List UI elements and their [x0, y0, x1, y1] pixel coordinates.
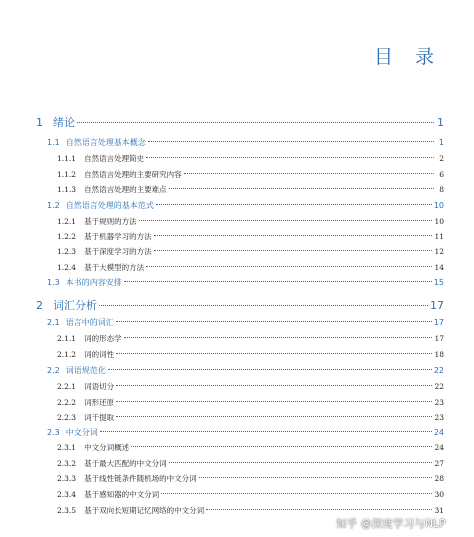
toc-entry-label [47, 200, 154, 211]
toc-entry-number: 2 [36, 299, 43, 312]
dot-leader [154, 235, 433, 236]
toc-entry-number: 1.3 [47, 278, 60, 287]
toc-entry-label [57, 412, 114, 423]
toc-entry-label [47, 317, 114, 328]
toc-entry-label [57, 458, 167, 469]
dot-leader [206, 509, 432, 510]
toc-entry-page: 18 [434, 350, 444, 359]
toc-entry-page: 15 [433, 278, 444, 287]
toc-entry-label [57, 246, 152, 257]
toc-entry-subsection[interactable] [57, 381, 444, 392]
toc-entry-label [47, 427, 98, 438]
toc-entry-label [57, 473, 197, 484]
dot-leader [146, 157, 434, 158]
toc-entry-page: 11 [434, 232, 444, 241]
toc-entry-number: 1.2.3 [57, 247, 77, 256]
toc-entry-page: 2 [439, 154, 444, 163]
dot-leader [116, 385, 432, 386]
toc-entry-page: 17 [433, 318, 444, 327]
toc-entry-title: 基于线性链条件随机场的中文分词 [84, 474, 197, 483]
toc-entry-page: 17 [430, 299, 444, 312]
toc-entry-number: 1.2.2 [57, 232, 77, 241]
dot-leader [184, 173, 434, 174]
toc-entry-title: 词形还原 [84, 398, 115, 407]
toc-entry-number: 2.3.3 [57, 474, 77, 483]
toc-entry-label [57, 333, 122, 344]
toc-entry-section[interactable] [47, 427, 444, 438]
toc-entry-title: 自然语言处理基本概念 [65, 138, 146, 147]
toc-entry-label [47, 277, 122, 288]
toc-entry-number: 1.1.1 [57, 154, 77, 163]
toc-entry-number: 1.1 [47, 138, 60, 147]
toc-entry-subsection[interactable] [57, 473, 444, 484]
toc-entry-number: 1.2.1 [57, 217, 77, 226]
toc-entry-section[interactable] [47, 200, 444, 211]
toc-entry-page: 24 [434, 443, 444, 452]
toc-entry-subsection[interactable] [57, 246, 444, 257]
toc-entry-section[interactable] [47, 365, 444, 376]
toc-entry-title: 词的形态学 [84, 334, 122, 343]
toc-entry-subsection[interactable] [57, 505, 444, 516]
toc-entry-title: 基于规则的方法 [84, 217, 137, 226]
toc-entry-title: 基于双向长短期记忆网络的中文分词 [84, 506, 205, 515]
toc-entry-chapter[interactable] [36, 114, 444, 130]
toc-entry-page: 1 [438, 138, 444, 147]
dot-leader [100, 431, 432, 432]
toc-entry-subsection[interactable] [57, 231, 444, 242]
toc-entry-label [47, 365, 106, 376]
toc-entry-title: 基于感知器的中文分词 [84, 490, 160, 499]
toc-entry-page: 17 [434, 334, 444, 343]
toc-entry-number: 2.1 [47, 318, 60, 327]
toc-entry-subsection[interactable] [57, 262, 444, 273]
toc-entry-title: 词汇分析 [53, 299, 97, 312]
toc-entry-page: 23 [434, 413, 444, 422]
toc-entry-title: 词的词性 [84, 350, 115, 359]
toc-entry-page: 6 [439, 170, 444, 179]
toc-entry-chapter[interactable] [36, 297, 444, 313]
toc-entry-title: 词语规范化 [65, 366, 106, 375]
toc-entry-subsection[interactable] [57, 458, 444, 469]
dot-leader [161, 493, 432, 494]
dot-leader [116, 353, 432, 354]
toc-entry-label [57, 169, 182, 180]
toc-entry-label [57, 184, 167, 195]
dot-leader [154, 250, 433, 251]
toc-entry-subsection[interactable] [57, 216, 444, 227]
toc-entry-title: 基于最大匹配的中文分词 [84, 459, 167, 468]
dot-leader [131, 446, 432, 447]
dot-leader [124, 337, 433, 338]
toc-entry-page: 30 [434, 490, 444, 499]
toc-entry-number: 2.2.1 [57, 382, 77, 391]
toc-entry-number: 2.2 [47, 366, 60, 375]
toc-entry-page: 22 [433, 366, 444, 375]
dot-leader [156, 204, 432, 205]
toc-entry-section[interactable] [47, 277, 444, 288]
dot-leader [146, 266, 432, 267]
toc-entry-page: 23 [434, 398, 444, 407]
toc-entry-page: 8 [439, 185, 444, 194]
toc-entry-title: 自然语言处理的主要研究内容 [84, 170, 182, 179]
dot-leader [116, 416, 432, 417]
toc-entry-number: 1.2 [47, 201, 60, 210]
toc-entry-title: 自然语言处理的基本范式 [65, 201, 154, 210]
toc-entry-number: 1.2.4 [57, 263, 77, 272]
dot-leader [99, 305, 428, 306]
dot-leader [116, 321, 432, 322]
toc-entry-number: 1.1.2 [57, 170, 77, 179]
watermark-text: 知乎 @深度学习与NLP [336, 518, 446, 530]
toc-entry-label [57, 442, 129, 453]
toc-entry-title: 词语切分 [84, 382, 115, 391]
dot-leader [116, 401, 432, 402]
dot-leader [169, 188, 434, 189]
toc-entry-page: 27 [434, 459, 444, 468]
toc-entry-subsection[interactable] [57, 489, 444, 500]
toc-entry-subsection[interactable] [57, 412, 444, 423]
toc-entry-title: 绪论 [53, 116, 75, 129]
dot-leader [124, 281, 432, 282]
toc-entry-number: 2.2.2 [57, 398, 77, 407]
toc-entry-label [36, 297, 97, 313]
toc-entry-subsection[interactable] [57, 349, 444, 360]
toc-entry-title: 词干提取 [84, 413, 115, 422]
toc-entry-label [57, 349, 114, 360]
toc-entry-title: 基于大模型的方法 [84, 263, 145, 272]
toc-entry-page: 24 [433, 428, 444, 437]
toc-entry-subsection[interactable] [57, 333, 444, 344]
toc-entry-label [57, 216, 137, 227]
toc-entry-page: 22 [434, 382, 444, 391]
toc-entry-number: 2.2.3 [57, 413, 77, 422]
dot-leader [169, 462, 433, 463]
toc-entry-title: 自然语言处理简史 [84, 154, 145, 163]
toc-entry-title: 本书的内容安排 [65, 278, 122, 287]
toc-entry-subsection[interactable] [57, 442, 444, 453]
toc-entry-section[interactable] [47, 137, 444, 148]
toc-entry-number: 2.3 [47, 428, 60, 437]
toc-entry-title: 基于深度学习的方法 [84, 247, 152, 256]
toc-entry-label [57, 489, 159, 500]
toc-entry-subsection[interactable] [57, 153, 444, 164]
toc-entry-label [57, 397, 114, 408]
toc-entry-label [57, 381, 114, 392]
toc-entry-label [57, 262, 144, 273]
toc-entry-label [47, 137, 146, 148]
toc-entry-label [57, 153, 144, 164]
toc-entry-page: 31 [434, 506, 444, 515]
toc-entry-number: 2.1.2 [57, 350, 77, 359]
dot-leader [77, 122, 434, 123]
toc-entry-title: 中文分词概述 [84, 443, 130, 452]
toc-entry-subsection[interactable] [57, 184, 444, 195]
toc-entry-number: 2.1.1 [57, 334, 77, 343]
toc-entry-number: 1.1.3 [57, 185, 77, 194]
dot-leader [148, 141, 434, 142]
toc-entry-page: 14 [434, 263, 444, 272]
toc-entry-number: 2.3.4 [57, 490, 77, 499]
toc-entry-title: 中文分词 [65, 428, 98, 437]
toc-entry-subsection[interactable] [57, 169, 444, 180]
dot-leader [199, 477, 433, 478]
toc-entry-number: 2.3.5 [57, 506, 77, 515]
dot-leader [139, 220, 433, 221]
page-title: 目 录 [373, 46, 442, 68]
toc-entry-title: 自然语言处理的主要难点 [84, 185, 167, 194]
toc-entry-title: 基于机器学习的方法 [84, 232, 152, 241]
toc-entry-label [36, 114, 75, 130]
toc-entry-page: 10 [433, 201, 444, 210]
toc-entry-number: 2.3.2 [57, 459, 77, 468]
toc-entry-title: 语言中的词汇 [65, 318, 114, 327]
toc-entry-subsection[interactable] [57, 397, 444, 408]
toc-entry-page: 28 [434, 474, 444, 483]
toc-entry-page: 12 [434, 247, 444, 256]
toc-entry-page: 1 [437, 116, 444, 129]
dot-leader [108, 369, 432, 370]
toc-entry-label [57, 231, 152, 242]
watermark [336, 516, 446, 531]
toc-entry-page: 10 [434, 217, 444, 226]
toc-entry-section[interactable] [47, 317, 444, 328]
toc-entry-number: 2.3.1 [57, 443, 77, 452]
toc-entry-number: 1 [36, 116, 43, 129]
toc-entry-label [57, 505, 204, 516]
